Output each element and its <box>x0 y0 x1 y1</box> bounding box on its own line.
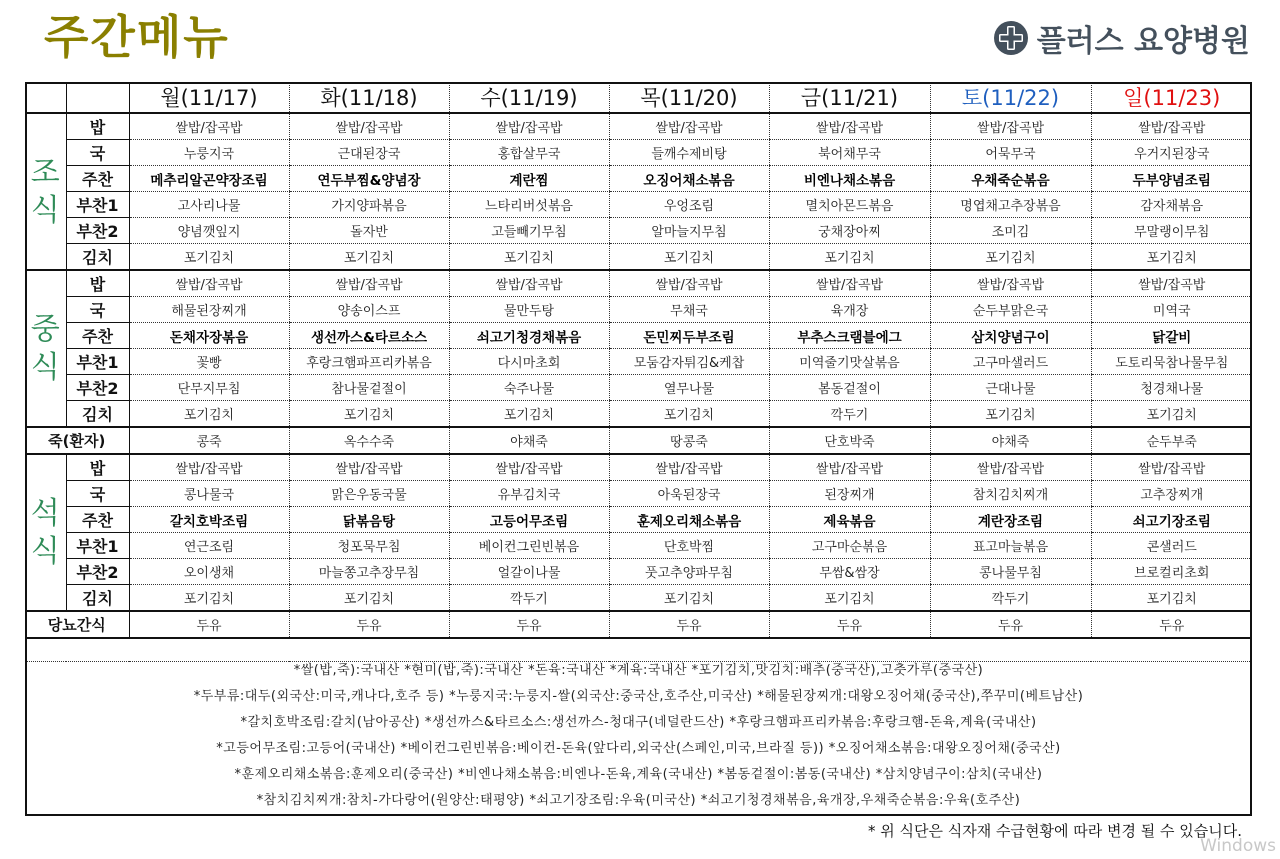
row-category: 국 <box>66 297 129 323</box>
menu-item: 맑은우동국물 <box>289 481 449 507</box>
menu-item: 모둠감자튀김&케찹 <box>609 349 769 375</box>
menu-item: 포기김치 <box>769 244 930 271</box>
menu-item: 고구마샐러드 <box>930 349 1091 375</box>
menu-item: 포기김치 <box>449 244 609 271</box>
row-category: 부찬2 <box>66 375 129 401</box>
menu-item: 포기김치 <box>1091 585 1252 612</box>
menu-item: 참치김치찌개 <box>930 481 1091 507</box>
menu-item: 쌀밥/잡곡밥 <box>1091 454 1252 481</box>
meal-label-char: 석 <box>30 495 60 531</box>
menu-item: 부추스크램블에그 <box>769 323 930 349</box>
meal-label-char: 식 <box>30 192 60 228</box>
menu-item: 쌀밥/잡곡밥 <box>1091 113 1252 140</box>
menu-item: 명엽채고추장볶음 <box>930 192 1091 218</box>
menu-item: 꽃빵 <box>129 349 289 375</box>
menu-item: 콩나물무침 <box>930 559 1091 585</box>
menu-item: 야채죽 <box>930 427 1091 454</box>
menu-item: 쌀밥/잡곡밥 <box>609 270 769 297</box>
disclaimer: * 위 식단은 식자재 수급현황에 따라 변경 될 수 있습니다. <box>868 822 1242 840</box>
menu-item: 느타리버섯볶음 <box>449 192 609 218</box>
day-header: 월(11/17) <box>129 82 289 113</box>
menu-item: 돈민찌두부조림 <box>609 323 769 349</box>
menu-item: 야채죽 <box>449 427 609 454</box>
menu-item: 오징어채소볶음 <box>609 166 769 192</box>
menu-item: 베이컨그린빈볶음 <box>449 533 609 559</box>
menu-item: 감자채볶음 <box>1091 192 1252 218</box>
menu-item: 쌀밥/잡곡밥 <box>449 270 609 297</box>
menu-item: 닭갈비 <box>1091 323 1252 349</box>
row-category: 국 <box>66 481 129 507</box>
menu-item: 도토리묵참나물무침 <box>1091 349 1252 375</box>
menu-item: 포기김치 <box>289 401 449 428</box>
menu-item: 포기김치 <box>609 244 769 271</box>
menu-item: 된장찌개 <box>769 481 930 507</box>
menu-item: 두유 <box>289 611 449 638</box>
menu-item: 포기김치 <box>930 401 1091 428</box>
menu-item: 무말랭이무침 <box>1091 218 1252 244</box>
menu-item: 닭볶음탕 <box>289 507 449 533</box>
menu-item: 쌀밥/잡곡밥 <box>930 113 1091 140</box>
origin-notes <box>25 658 1252 814</box>
menu-item: 포기김치 <box>129 585 289 612</box>
menu-item: 가지양파볶음 <box>289 192 449 218</box>
menu-item: 표고마늘볶음 <box>930 533 1091 559</box>
menu-item: 쌀밥/잡곡밥 <box>769 270 930 297</box>
menu-item: 연두부찜&양념장 <box>289 166 449 192</box>
hospital-name: 플러스 요양병원 <box>1036 24 1250 59</box>
menu-item: 두부양념조림 <box>1091 166 1252 192</box>
menu-item: 깍두기 <box>769 401 930 428</box>
menu-item: 포기김치 <box>289 585 449 612</box>
day-header: 금(11/21) <box>769 82 930 113</box>
menu-item: 두유 <box>129 611 289 638</box>
menu-item: 쌀밥/잡곡밥 <box>930 454 1091 481</box>
menu-item: 멸치아몬드볶음 <box>769 192 930 218</box>
menu-item: 포기김치 <box>449 401 609 428</box>
menu-item: 계란장조림 <box>930 507 1091 533</box>
menu-item: 포기김치 <box>609 401 769 428</box>
menu-item: 단호박찜 <box>609 533 769 559</box>
day-header-saturday: 토(11/22) <box>930 82 1091 113</box>
menu-item: 얼갈이나물 <box>449 559 609 585</box>
menu-item: 순두부맑은국 <box>930 297 1091 323</box>
menu-item: 포기김치 <box>930 244 1091 271</box>
day-header: 화(11/18) <box>289 82 449 113</box>
menu-item: 쌀밥/잡곡밥 <box>1091 270 1252 297</box>
menu-item: 포기김치 <box>1091 401 1252 428</box>
menu-item: 알마늘지무침 <box>609 218 769 244</box>
menu-item: 누룽지국 <box>129 140 289 166</box>
menu-item: 계란찜 <box>449 166 609 192</box>
menu-item: 고등어무조림 <box>449 507 609 533</box>
menu-item: 쌀밥/잡곡밥 <box>609 454 769 481</box>
menu-item: 포기김치 <box>129 244 289 271</box>
menu-item: 양송이스프 <box>289 297 449 323</box>
row-category: 밥 <box>66 270 129 297</box>
menu-item: 우거지된장국 <box>1091 140 1252 166</box>
row-category: 밥 <box>66 454 129 481</box>
origin-note-line: *쌀(밥,죽):국내산 *현미(밥,죽):국내산 *돈육:국내산 *계육:국내산 *포기김치,맛김치:배추(중국산),고춧가루(중국산) <box>293 663 984 678</box>
menu-item: 미역국 <box>1091 297 1252 323</box>
menu-item: 메추리알곤약장조림 <box>129 166 289 192</box>
meal-label-char: 식 <box>30 349 60 385</box>
menu-item: 홍합살무국 <box>449 140 609 166</box>
row-category: 주찬 <box>66 323 129 349</box>
menu-item: 유부김치국 <box>449 481 609 507</box>
menu-item: 단무지무침 <box>129 375 289 401</box>
origin-note-line: *참치김치찌개:참치-가다랑어(원양산:태평양) *쇠고기장조림:우육(미국산) *쇠고기청경채볶음,육개장,우채죽순볶음:우육(호주산) <box>256 793 1021 808</box>
meal-label-char: 중 <box>30 311 60 347</box>
row-category: 부찬1 <box>66 533 129 559</box>
menu-item: 두유 <box>449 611 609 638</box>
menu-item: 고구마순볶음 <box>769 533 930 559</box>
menu-item: 두유 <box>1091 611 1252 638</box>
menu-item: 쌀밥/잡곡밥 <box>289 454 449 481</box>
menu-item: 두유 <box>609 611 769 638</box>
row-category: 김치 <box>66 401 129 428</box>
menu-item: 비엔나채소볶음 <box>769 166 930 192</box>
menu-item: 숙주나물 <box>449 375 609 401</box>
menu-item: 포기김치 <box>609 585 769 612</box>
menu-item: 양념깻잎지 <box>129 218 289 244</box>
menu-item: 삼치양념구이 <box>930 323 1091 349</box>
row-category: 부찬1 <box>66 192 129 218</box>
menu-item: 쌀밥/잡곡밥 <box>289 270 449 297</box>
menu-item: 포기김치 <box>769 585 930 612</box>
row-category: 밥 <box>66 113 129 140</box>
menu-item: 고추장찌개 <box>1091 481 1252 507</box>
page-title: 주간메뉴 <box>44 10 230 64</box>
day-header: 수(11/19) <box>449 82 609 113</box>
menu-item: 포기김치 <box>129 401 289 428</box>
menu-item: 청포묵무침 <box>289 533 449 559</box>
row-category: 김치 <box>66 585 129 612</box>
menu-item: 깍두기 <box>449 585 609 612</box>
menu-item: 제육볶음 <box>769 507 930 533</box>
hospital-brand <box>993 16 1250 60</box>
menu-item: 쇠고기장조림 <box>1091 507 1252 533</box>
menu-item: 쇠고기청경채볶음 <box>449 323 609 349</box>
meal-label-char: 조 <box>30 154 60 190</box>
menu-item: 궁채장아찌 <box>769 218 930 244</box>
menu-item: 해물된장찌개 <box>129 297 289 323</box>
menu-item: 열무나물 <box>609 375 769 401</box>
menu-item: 땅콩죽 <box>609 427 769 454</box>
menu-item: 고들빼기무침 <box>449 218 609 244</box>
menu-item: 무채국 <box>609 297 769 323</box>
diabetic-snack-row-label: 당뇨간식 <box>25 611 129 638</box>
menu-item: 깍두기 <box>930 585 1091 612</box>
origin-note-line: *두부류:대두(외국산:미국,캐나다,호주 등) *누룽지국:누룽지-쌀(외국산:중국산,호주산,미국산) *해물된장찌개:대왕오징어채(중국산),쭈꾸미(베트남산) <box>193 689 1084 704</box>
menu-item: 단호박죽 <box>769 427 930 454</box>
plus-cross-icon <box>993 20 1029 56</box>
menu-item: 갈치호박조림 <box>129 507 289 533</box>
menu-item: 청경채나물 <box>1091 375 1252 401</box>
menu-item: 쌀밥/잡곡밥 <box>129 454 289 481</box>
menu-item: 콩죽 <box>129 427 289 454</box>
row-category: 부찬2 <box>66 559 129 585</box>
menu-item: 무쌈&쌈장 <box>769 559 930 585</box>
menu-item: 쌀밥/잡곡밥 <box>449 454 609 481</box>
row-category: 국 <box>66 140 129 166</box>
menu-item: 콘샐러드 <box>1091 533 1252 559</box>
menu-item: 쌀밥/잡곡밥 <box>449 113 609 140</box>
row-category: 주찬 <box>66 166 129 192</box>
menu-item: 돌자반 <box>289 218 449 244</box>
menu-item: 포기김치 <box>289 244 449 271</box>
menu-item: 오이생채 <box>129 559 289 585</box>
menu-item: 쌀밥/잡곡밥 <box>609 113 769 140</box>
menu-item: 들깨수제비탕 <box>609 140 769 166</box>
menu-item: 조미김 <box>930 218 1091 244</box>
menu-item: 훈제오리채소볶음 <box>609 507 769 533</box>
origin-note-line: *고등어무조림:고등어(국내산) *베이컨그린빈볶음:베이컨-돈육(앞다리,외국산(스페인,미국,브라질 등)) *오징어채소볶음:대왕오징어채(중국산) <box>216 741 1061 756</box>
origin-note-line: *훈제오리채소볶음:훈제오리(중국산) *비엔나채소볶음:비엔나-돈육,계육(국내산) *봄동겉절이:봄동(국내산) *삼치양념구이:삼치(국내산) <box>234 767 1043 782</box>
menu-item: 다시마초회 <box>449 349 609 375</box>
menu-item: 고사리나물 <box>129 192 289 218</box>
menu-item: 브로컬리초회 <box>1091 559 1252 585</box>
menu-item: 후랑크햄파프리카볶음 <box>289 349 449 375</box>
row-category: 부찬2 <box>66 218 129 244</box>
menu-item: 돈채자장볶음 <box>129 323 289 349</box>
menu-item: 두유 <box>930 611 1091 638</box>
menu-item: 우채죽순볶음 <box>930 166 1091 192</box>
menu-item: 풋고추양파무침 <box>609 559 769 585</box>
menu-item: 쌀밥/잡곡밥 <box>289 113 449 140</box>
row-category: 주찬 <box>66 507 129 533</box>
menu-item: 연근조림 <box>129 533 289 559</box>
day-header: 목(11/20) <box>609 82 769 113</box>
menu-item: 북어채무국 <box>769 140 930 166</box>
menu-item: 마늘쫑고추장무침 <box>289 559 449 585</box>
menu-item: 육개장 <box>769 297 930 323</box>
menu-item: 우엉조림 <box>609 192 769 218</box>
porridge-row-label: 죽(환자) <box>25 427 129 454</box>
menu-item: 콩나물국 <box>129 481 289 507</box>
menu-item: 옥수수죽 <box>289 427 449 454</box>
menu-item: 봄동겉절이 <box>769 375 930 401</box>
row-category: 부찬1 <box>66 349 129 375</box>
menu-item: 쌀밥/잡곡밥 <box>129 113 289 140</box>
menu-item: 쌀밥/잡곡밥 <box>769 454 930 481</box>
menu-item: 쌀밥/잡곡밥 <box>769 113 930 140</box>
menu-item: 물만두탕 <box>449 297 609 323</box>
menu-item: 근대된장국 <box>289 140 449 166</box>
origin-note-line: *갈치호박조림:갈치(남아공산) *생선까스&타르소스:생선까스-청대구(네덜란드산) *후랑크햄파프리카볶음:후랑크햄-돈육,계육(국내산) <box>240 715 1037 730</box>
menu-item: 생선까스&타르소스 <box>289 323 449 349</box>
row-category: 김치 <box>66 244 129 271</box>
menu-item: 쌀밥/잡곡밥 <box>129 270 289 297</box>
menu-item: 포기김치 <box>1091 244 1252 271</box>
menu-item: 참나물겉절이 <box>289 375 449 401</box>
menu-item: 두유 <box>769 611 930 638</box>
meal-label-char: 식 <box>30 533 60 569</box>
menu-item: 미역줄기맛살볶음 <box>769 349 930 375</box>
menu-item: 쌀밥/잡곡밥 <box>930 270 1091 297</box>
menu-item: 근대나물 <box>930 375 1091 401</box>
menu-item: 어묵무국 <box>930 140 1091 166</box>
menu-item: 순두부죽 <box>1091 427 1252 454</box>
day-header-sunday: 일(11/23) <box>1091 82 1252 113</box>
os-watermark: Windows <box>1200 836 1276 856</box>
menu-item: 아욱된장국 <box>609 481 769 507</box>
